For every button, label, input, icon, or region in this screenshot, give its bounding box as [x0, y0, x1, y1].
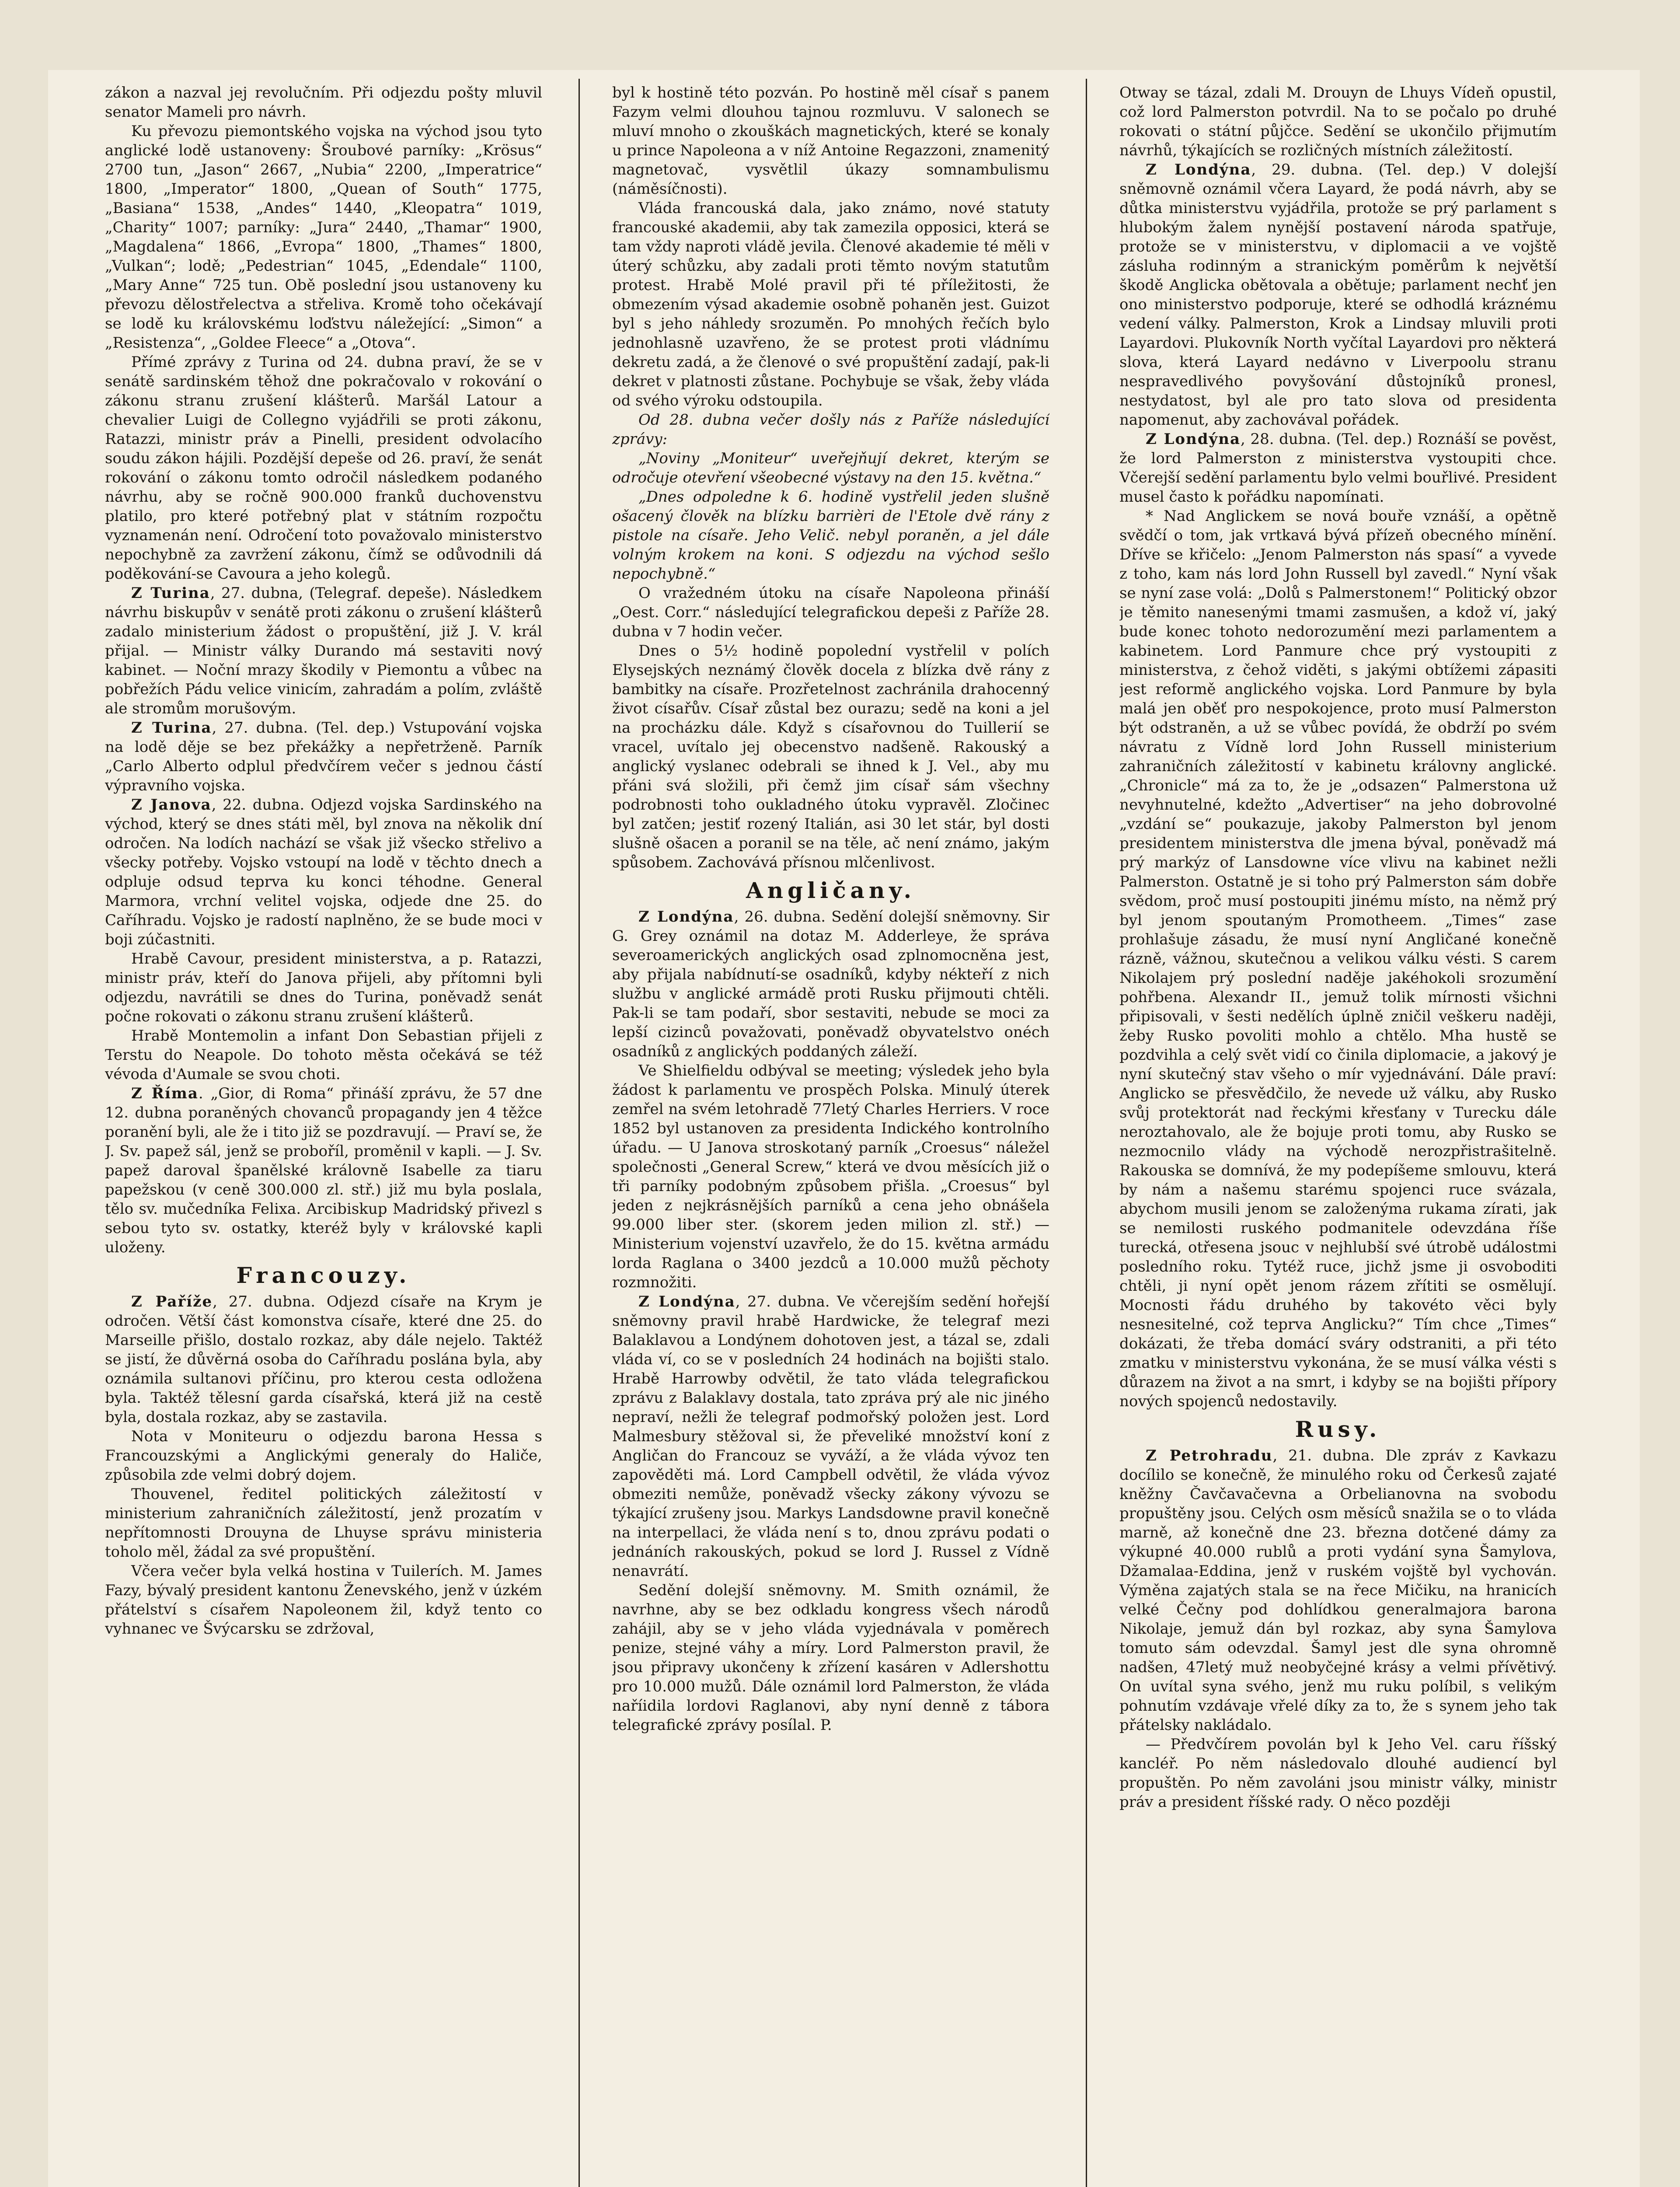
dateline: Z Říma [131, 1085, 199, 1102]
paragraph-text: , 27. dubna. (Tel. dep.) Vstupování vojska na lodě děje se bez překážky a nepřetrženě. Parník „Carlo Alberto odplul předvčírem večer s jednou částí výpravního vojska. [105, 719, 542, 794]
article-paragraph [1119, 430, 1557, 507]
paragraph-text: , 26. dubna. Sedění dolejší sněmovny. Sir G. Grey oznámil na dotaz M. Adderleye, že správa severoamerických anglických osad zplnomocněna jest, aby přijala nabídnutí-se osadníků, kdyby nékteří z nich službu v anglické armádě proti Rusku přijmouti chtěli. Pak-li se tam podaří, sbor sestaviti, nebude se moci za lepší cizinců považovati, poněvadž obyvatelstvo onéch osadníků z anglických poddaných záleží. [612, 908, 1049, 1060]
column-3 [1119, 83, 1557, 2187]
article-paragraph [612, 83, 1049, 199]
article-paragraph [1119, 1446, 1557, 1735]
paragraph-text: Dnes o 5½ hodině popolední vystřelil v polích Elysejských neznámý člověk docela z blízka dvě rány z bambitky na císaře. Prozřetelnost zachránila drahocenný život císařův. Císař zůstal bez ourazu; sedě na koni a jel na procházku dále. Když s císařovnou do Tuillerií se vracel, uvítalo jej obecenstvo nadšeně. Rakouský a anglický vyslanec odebrali se ihned k J. Vel., aby mu přáni svá složili, při čemž jim císař sám všechny podrobnosti toho oukladného útoku vypravěl. Zločinec byl zatčen; jestiť rozený Italián, asi 30 let stár, byl dosti slušně ošacen a poranil se na těle, ač není známo, jakým spůsobem. Zachovává přísnou mlčenlivost. [612, 642, 1049, 871]
paragraph-text: Ve Shielfieldu odbýval se meeting; výsledek jeho byla žádost k parlamentu ve prospěch Polska. Minulý úterek zemřel na svém letohradě 77letý Charles Herriers. V roce 1852 byl ustanoven za presidenta Indického kontrolního úřadu. — U Janova stroskotaný parník „Croesus“ náležel společnosti „General Screw,“ která ve dvou měsících již o tři parníky podobným způsobem přišla. „Croesus“ byl jeden z nejkrásnějších parníků a cena jeho obnášela 99.000 liber ster. (skorem jeden milion zl. stř.) — Ministerium vojenství uzavřelo, že do 15. května armádu lorda Raglana o 3400 jezdců a 10.000 mužů pěchoty rozmnožiti. [612, 1062, 1049, 1291]
section-heading: Angličany. [746, 877, 916, 903]
article-paragraph [612, 449, 1049, 487]
paragraph-text: , 27. dubna, (Telegraf. depeše). Následkem návrhu biskupův v senátě proti zákonu o zrušení klášterů zadalo ministerium žádost o propuštění, již J. V. král přijal. — Ministr války Durando má sestaviti nový kabinet. — Noční mrazy škodily v Piemontu a vůbec na pobřežích Pádu velice vinicím, zahradám a polím, zvláště ale stromům morušovým. [105, 584, 542, 717]
article-paragraph [105, 1084, 542, 1257]
article-paragraph [105, 1485, 542, 1562]
article-paragraph [105, 1427, 542, 1485]
dateline: Z Londýna [638, 908, 734, 926]
paragraph-text: — Předvčírem povolán byl k Jeho Vel. caru říšský kancléř. Po něm následovalo dlouhé audiencí byl propuštěn. Po něm zavoláni jsou ministr války, ministr práv a president říšské rady. O něco později [1119, 1736, 1557, 1811]
paragraph-text: , 27. dubna. Ve včerejším sedění hořejší sněmovny pravil hrabě Hardwicke, že telegraf mezi Balaklavou a Londýnem dohotoven jest, a tázal se, zdali vláda ví, co se v posledních 24 hodinách na bojišti stalo. Hrabě Harrowby odvětil, že tato vláda telegrafickou zprávu z Balaklavy dostala, tato zpráva prý ale nic jiného nepraví, nežli že telegraf podmořský položen jest. Lord Malmesbury stěžoval si, že převeliké množství koní z Angličan do Francouz se vyváží, a že vláda vývoz ten zapověděti má. Lord Campbell odvětil, že vláda vývoz obmeziti nemůže, poněvadž všecky zákony vývozu se týkající zrušeny jsou. Markys Landsdowne pravil konečně na interpellaci, že vláda není s to, dnou zprávu podati o jednáních rakouských, pokud se lord J. Russel z Vídně nenavrátí. [612, 1293, 1049, 1580]
article-paragraph [612, 199, 1049, 410]
article-paragraph [1119, 83, 1557, 160]
column-rule-2 [1086, 79, 1087, 2187]
paragraph-text: Sedění dolejší sněmovny. M. Smith oznámil, že navrhne, aby se bez odkladu kongress všech národů zahájil, aby se v jeho vláda vyjednávala v poměrech penize, stejné váhy a míry. Lord Palmerston pravil, že jsou připravy ukončeny k zřízení kasáren v Adlershottu pro 10.000 mužů. Dále oznámil lord Palmerston, že vláda naříidila lordovi Raglanovi, aby nyní denně z tábora telegrafické zprávy posílal. P. [612, 1582, 1049, 1734]
dateline: Z Londýna [1146, 161, 1251, 178]
article-paragraph [612, 1292, 1049, 1581]
paragraph-text: Vláda francouská dala, jako známo, nové statuty francouské akademii, aby tak zamezila opposici, která se tam vždy naproti vládě jevila. Členové akademie té měli v úterý schůzku, aby zadali proti těmto novým statutům protest. Hrabě Molé pravil při té příležitosti, že obmezením výsad akademie osobně pohaněn jest. Guizot byl s jeho náhledy srozuměn. Po mnohých řečích bylo jednohlasně uzavřeno, že se protest proti vládnímu dekretu zadá, a že členové o své propuštění zadají, pak-li dekret v platnosti zůstane. Pochybuje se však, žeby vláda od svého výroku odstoupila. [612, 199, 1049, 409]
paragraph-text: Otway se tázal, zdali M. Drouyn de Lhuys Vídeň opustil, což lord Palmerston potvrdil. Na to se počalo po druhé rokovati o státní půjčce. Sedění se ukončilo přijmutím návrhů, týkajících se rozličných místních záležitostí. [1119, 84, 1557, 159]
dateline: Z Turina [131, 719, 212, 737]
paragraph-text: Hrabě Montemolin a infant Don Sebastian přijeli z Terstu do Neapole. Do tohoto města očekává se též vévoda d'Aumale se svou choti. [105, 1027, 542, 1083]
article-paragraph [612, 410, 1049, 449]
dateline: Z Londýna [638, 1293, 735, 1310]
article-paragraph [1119, 1735, 1557, 1812]
article-paragraph [105, 122, 542, 353]
article-paragraph [1119, 507, 1557, 1411]
article-paragraph [105, 583, 542, 718]
article-paragraph [612, 1581, 1049, 1735]
paragraph-text: Včera večer byla velká hostina v Tuilerích. M. James Fazy, bývalý president kantonu Ženevského, jenž v úzkém přátelství s císařem Napoleonem žil, když tento co vyhnanec ve Švýcarsku se zdržoval, [105, 1562, 542, 1638]
article-paragraph [105, 718, 542, 795]
article-paragraph [105, 1026, 542, 1084]
section-heading: Rusy. [1295, 1416, 1381, 1442]
paragraph-text: O vražedném útoku na císaře Napoleona přináší „Oest. Corr.“ následující telegrafickou depeši z Paříže 28. dubna v 7 hodin večer. [612, 584, 1049, 640]
paragraph-text: , 21. dubna. Dle zpráv z Kavkazu docílilo se konečně, že minulého roku od Čerkesů zajaté kněžny Čavčavačevna a Orbelianovna na svobodu propuštěny jsou. Celých osm měsíců snažila se o to vláda marně, až konečně dne 23. března dotčené dámy za výkupné 40.000 rublů a proti vydání syna Šamylova, Džamalaa-Eddina, jenž v ruském vojště byl vychován. Výměna zajatých stala se na řece Mičiku, na hranicích velké Čečny pod dohlídkou generalmajora barona Nikolaje, jemuž dán byl rozkaz, aby syna Šamylova tomuto sám odevzdal. Šamyl jest dle syna ohromně nadšen, 47letý muž neobyčejné krásy a velmi přívětivý. On uvítal syna svého, jenž mu ruku políbil, s velikým pohnutím vzdávaje vřelé díky za to, že s synem jeho tak přátelsky nakládalo. [1119, 1447, 1557, 1734]
article-paragraph [105, 949, 542, 1026]
article-paragraph [612, 1061, 1049, 1292]
dateline: Z Paříže [131, 1293, 213, 1310]
column-rule-1 [579, 79, 580, 2187]
article-paragraph [612, 487, 1049, 583]
paragraph-text: Nota v Moniteuru o odjezdu barona Hessa s Francouzskými a Anglickými generaly do Haliče, způsobila zde velmi dobrý dojem. [105, 1428, 542, 1484]
paragraph-text: * Nad Anglickem se nová bouře vznáší, a opětně svědčí o tom, jak vrtkavá bývá přízeň obecného mínění. Dříve se křičelo: „Jenom Palmerston nás spasí“ a vyvede z toho, kam nás lord John Russell byl zavedl.“ Nyní však se nyní zase volá: „Dolů s Palmerstonem!“ Politický obzor je těmito nanesenými tmami zasmušen, a kdož ví, jaký bude konec tohoto nedorozumění mezi parlamentem a kabinetem. Lord Panmure chce prý vystoupiti z ministerstva, z čehož viděti, s jakými obtížemi zápasiti jest reformě anglického vojska. Lord Panmure by byla malá jen oběť pro nespokojence, proto musí Palmerston být odstraněn, a už se vůbec povídá, že obdrží po svém návratu z Vídně lord John Russell ministerium zahraničních záležitostí v kabinetu královny anglické. „Chronicle“ má za to, že je „odsazen“ Palmerstona už nevyhnutelné, kdežto „Advertiser“ na jeho dobrovolné „vzdání se“ poukazuje, jakoby Palmerston byl jenom presidentem ministerstva dle jmena býval, poněvadž má prý markýz of Lansdowne více vlivu na kabinet nežli Palmerston. Ostatně je si toho prý Palmerston sám dobře svědom, proč musí postoupiti jinému místo, na němž prý byl jenom spoutaným Promotheem. „Times“ zase prohlašuje zásadu, že musí nyní Angličané konečně rázně, vážnou, skutečnou a velikou válku vésti. S carem Nikolajem prý poslední naděje jakéhokoli srozumění pohřbena. Alexandr II., jemuž tolik mírnosti všichni připisovali, v šesti nedělích úplně zničil veškeru naději, žeby Rusko povoliti mohlo a chtělo. Mha hustě se pozdvihla a celý svět vidí co činila diplomacie, a jakový je nyní skutečný stav všeho o mír vyjednávání. Dále praví: Anglicko se přesvědčilo, že nevede už válku, aby Rusko svůj protektorát nad řeckými křesťany v Turecku dále neroztahovalo, ale že bojuje proti tomu, aby Rusko se nezmocnilo vlády na východě nerozpřistrašitelně. Rakouska se domnívá, že my podepíšeme smlouvu, která by nám a našemu starému spojenci ruce svázala, abychom musili jenom se založenýma rukama zírati, jak se nemilosti ruského podmanitele odevzdána říše turecká, otřesena jsouc v nejhlubší své útrobě událostmi posledního roku. Tytéž ruce, jichž jsme ji osvoboditi chtěli, ji nyní opět jenom rázem zřítiti se osmělují. Mocnosti řádu druhého by takovéto věci byly nesnesitelné, což teprva Anglicku?“ Tím chce „Times“ dokázati, že třeba domácí sváry odstraniti, a při této zmatku v ministerstvu vykonána, že se musí válka vésti s důrazem na život a na smrt, i kdyby se na bojišti přípory nových spojenců nedostavily. [1119, 507, 1557, 1410]
paragraph-text: Od 28. dubna večer došly nás z Paříže následující zprávy: [612, 411, 1049, 448]
paragraph-text: Přímé zprávy z Turina od 24. dubna praví, že se v senátě sardinském těhož dne pokračovalo v rokování o zákonu stranu zrušení klášterů. Maršál Latour a chevalier Luigi de Collegno vyjádřili se proti zákonu, Ratazzi, ministr práv a Pinelli, president odvolacího soudu zákon hájili. Pozdější depeše od 26. praví, že senát rokování o zákonu tomto odročil následkem podaného návrhu, aby se ročně 900.000 franků duchovenstvu platilo, pro které potřebný plat v státním rozpočtu vyznamenán není. Odročení toto považovalo ministerstvo nepochybně za zavržení zákonu, čímž se odůvodnili dá poděkování-se Cavoura a jeho kolegů. [105, 353, 542, 583]
paragraph-text: Hrabě Cavour, president ministerstva, a p. Ratazzi, ministr práv, kteří do Janova přijeli, aby přítomni byli odjezdu, navrátili se dnes do Turina, poněvadž senát počne rokovati o zákonu stranu zrušení klášterů. [105, 950, 542, 1025]
article-paragraph [612, 641, 1049, 872]
paragraph-text: Ku převozu piemontského vojska na východ jsou tyto anglické lodě ustanoveny: Šroubové parníky: „Krösus“ 2700 tun, „Jason“ 2667, „Nubia“ 2200, „Imperatrice“ 1800, „Imperator“ 1800, „Quean of South“ 1775, „Basiana“ 1538, „Andes“ 1440, „Kleopatra“ 1019, „Charity“ 1007; parníky: „Jura“ 2440, „Thamar“ 1900, „Magdalena“ 1866, „Evropa“ 1800, „Thames“ 1800, „Vulkan“; lodě; „Pedestrian“ 1045, „Edendale“ 1100, „Mary Anne“ 725 tun. Obě poslední jsou ustanoveny ku převozu dělostřelectva a střeliva. Kromě toho očekávají se lodě ku královskému loďstvu náležející: „Simon“ a „Resistenza“, „Goldee Fleece“ a „Otova“. [105, 122, 542, 352]
dateline: Z Janova [131, 796, 212, 814]
paragraph-text: „Noviny „Moniteur“ uveřejňují dekret, kterým se odročuje otevření všeobecné výstavy na den 15. května.“ [612, 450, 1049, 486]
paragraph-text: , 29. dubna. (Tel. dep.) V dolejší sněmovně oznámil včera Layard, že podá návrh, aby se důtka ministerstvu vyjádřila, protože se prý parlament s hlubokým žalem nynější postavení národa spatřuje, protože se v ministerstvu, v diplomacii a ve vojště zásluha rodinným a stranickým poměrům k největší škodě Anglicka obětovala a obětuje; parlament nechť jen ono ministerstvo podporuje, které se odhodlá kráznému vedení války. Palmerston, Krok a Lindsay mluvili proti Layardovi. Plukovník North vyčítal Layardovi pro některá slova, která Layard nedávno v Liverpoolu stranu nespravedlivého povyšování důstojníků pronesl, nestydatost, byl ale pro tato slova od presidenta napomenut, aby zachovával pořádek. [1119, 161, 1557, 429]
article-paragraph [612, 907, 1049, 1061]
paragraph-text: , 28. dubna. (Tel. dep.) Roznáší se pověst, že lord Palmerston z ministerstva vystoupiti chce. Včerejší sedění parlamentu bylo velmi bouřlivé. President musel často k pořádku napomínati. [1119, 430, 1557, 506]
column-2 [612, 83, 1049, 2187]
paragraph-text: , 22. dubna. Odjezd vojska Sardinského na východ, který se dnes státi měl, byl znova na několik dní odročen. Na lodích nachází se však již všecko střelivo a všecky potřeby. Vojsko vstoupí na lodě v těchto dnech a odpluje odsud teprva ku konci téhodne. General Marmora, vrchní velitel vojska, odjede dne 25. do Caříhradu. Vojsko je radostí naplněno, že se bude moci v boji zúčastniti. [105, 796, 542, 948]
paragraph-text: „Dnes odpoledne k 6. hodině vystřelil jeden slušně ošacený člověk na blízku barrièri de l'Etole dvě rány z pistole na císaře. Jeho Velič. nebyl poraněn, a jel dále volným krokem na koni. S odjezdu na východ sešlo nepochybně.“ [612, 488, 1049, 583]
dateline: Z Turina [131, 584, 210, 602]
article-paragraph [105, 83, 542, 122]
paragraph-text: Thouvenel, ředitel politických záležitostí v ministerium zahraničních záležitostí, jenž prozatím v nepřítomnosti Drouyna de Lhuyse správu ministeria toholo měl, žádal za své propuštění. [105, 1485, 542, 1561]
article-paragraph [105, 1562, 542, 1639]
dateline: Z Londýna [1146, 430, 1241, 448]
newspaper-page [48, 70, 1640, 2187]
article-paragraph [105, 1292, 542, 1427]
article-paragraph [105, 353, 542, 583]
paragraph-text: zákon a nazval jej revolučním. Při odjezdu pošty mluvil senator Mameli pro návrh. [105, 84, 542, 121]
paragraph-text: , 27. dubna. Odjezd císaře na Krym je odročen. Větší část komonstva císaře, které dne 25. do Marseille přišlo, dostalo rozkaz, aby dále nejelo. Taktéž se jistí, že důvěrná osoba do Caříhradu poslána byla, aby oznámila sultanovi příčinu, pro kterou cesta odložena byla. Taktéž tělesní garda císařská, která již na cestě byla, dostala rozkaz, aby se zastavila. [105, 1293, 542, 1426]
paragraph-text: . „Gior, di Roma“ přináší zprávu, že 57 dne 12. dubna poraněných chovanců propagandy jen 4 těžce poranění byli, ale že i tito již se pozdravují. — Praví se, že J. Sv. papež sál, jenž se proboříl, proměnil v kapli. — J. Sv. papež daroval španělské královně Isabelle za tiaru papežskou (v ceně 300.000 zl. stř.) již mu byla poslala, tělo sv. mučedníka Felixa. Arcibiskup Madridský přivezl s sebou tyto sv. ostatky, kteréž byly v královské kapli uloženy. [105, 1085, 542, 1256]
dateline: Z Petrohradu [1146, 1447, 1273, 1464]
article-paragraph [612, 583, 1049, 641]
article-paragraph [105, 795, 542, 949]
column-1 [105, 83, 542, 2187]
section-heading: Francouzy. [236, 1262, 411, 1288]
article-paragraph [1119, 160, 1557, 430]
paragraph-text: byl k hostině této pozván. Po hostině měl císař s panem Fazym velmi dlouhou tajnou rozmluvu. V salonech se mluví mnoho o zkouškách magnetických, které se konaly u prince Napoleona a v níž Antoine Regazzoni, znamenitý magnetovač, vysvětlil úkazy somnambulismu (náměsíčnosti). [612, 84, 1049, 198]
